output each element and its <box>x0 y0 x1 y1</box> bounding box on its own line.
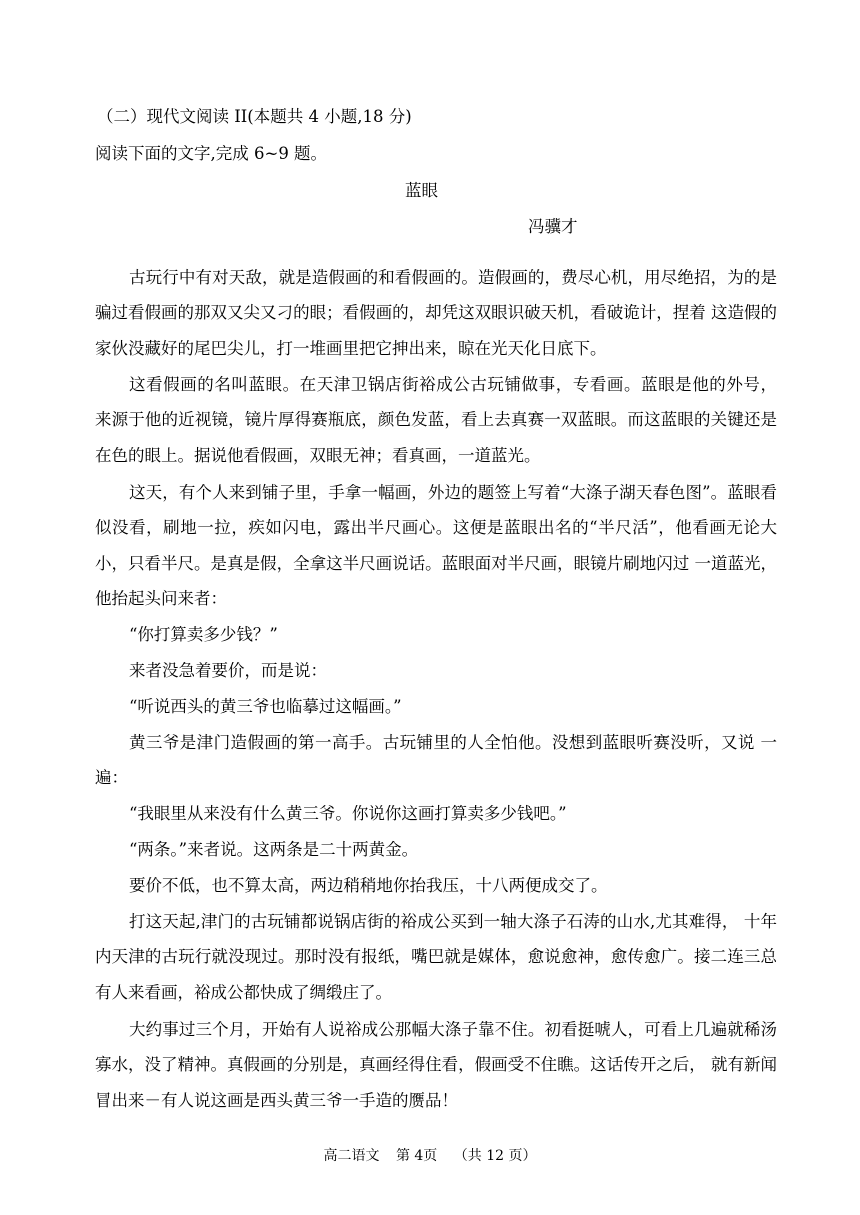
section-heading: （二）现代文阅读 II(本题共 4 小题,18 分) <box>97 107 412 126</box>
paragraph-6: “听说西头的黄三爷也临摹过这幅画。” <box>129 696 402 716</box>
reading-instruction: 阅读下面的文字,完成 6~9 题。 <box>95 144 328 163</box>
paragraph-12: 大约事过三个月，开始有人说裕成公那幅大涤子靠不住。初看挺唬人，可看上几遍就稀汤寡水，没了精神。真假画的分别是，真画经得住看，假画受不住瞧。这话传开之后， 就有新闻冒出来－有人说这画是西头黄三爷一手造的赝品！ <box>95 1019 777 1110</box>
paragraph-2: 这看假画的名叫蓝眼。在天津卫锅店街裕成公古玩铺做事，专看画。蓝眼是他的外号， 来源于他的近视镜，镜片厚得赛瓶底，颜色发蓝，看上去真赛一双蓝眼。而这蓝眼的关键还是在色的眼上。据说他看假画，双眼无神；看真画，一道蓝光。 <box>95 374 777 465</box>
page-footer <box>0 1145 860 1165</box>
paragraph-3: 这天，有个人来到铺子里，手拿一幅画，外边的题签上写着“大涤子湖天春色图”。蓝眼看似没看，刷地一拉，疾如闪电，露出半尺画心。这便是蓝眼出名的“半尺活”，他看画无论大小，只看半尺。是真是假，全拿这半尺画说话。蓝眼面对半尺画，眼镜片刷地闪过 一道蓝光，他抬起头问来者： <box>95 482 777 608</box>
footer-subject: 高二语文 <box>323 1148 380 1164</box>
paragraph-11: 打这天起,津门的古玩铺都说锅店街的裕成公买到一轴大涤子石涛的山水,尤其难得， 十年内天津的古玩行就没现过。那时没有报纸，嘴巴就是媒体，愈说愈神，愈传愈广。接二连三总有人来看画，裕成公都快成了绸缎庄了。 <box>95 911 777 1002</box>
paragraph-8: “我眼里从来没有什么黄三爷。你说你这画打算卖多少钱吧。” <box>129 803 567 823</box>
paragraph-5: 来者没急着要价，而是说： <box>129 660 327 680</box>
article-author: 冯骥才 <box>528 217 578 236</box>
paragraph-1: 古玩行中有对天敌，就是造假画的和看假画的。造假画的，费尽心机，用尽绝招，为的是骗过看假画的那双又尖又刁的眼；看假画的，却凭这双眼识破天机，看破诡计，捏着 这造假的家伙没藏好的尾巴尖儿，打一堆画里把它抻出来，晾在光天化日底下。 <box>95 267 777 358</box>
article-title: 蓝眼 <box>405 181 438 200</box>
paragraph-10: 要价不低，也不算太高，两边稍稍地你抬我压，十八两便成交了。 <box>129 875 608 895</box>
footer-page-number: 第 4页 <box>395 1148 438 1164</box>
paragraph-9: “两条。”来者说。这两条是二十两黄金。 <box>129 839 419 859</box>
footer-total-pages: （共 12 页） <box>453 1148 537 1164</box>
paragraph-7: 黄三爷是津门造假画的第一高手。古玩铺里的人全怕他。没想到蓝眼听赛没听，又说 一遍： <box>95 732 777 787</box>
paragraph-4: “你打算卖多少钱？” <box>129 624 278 644</box>
